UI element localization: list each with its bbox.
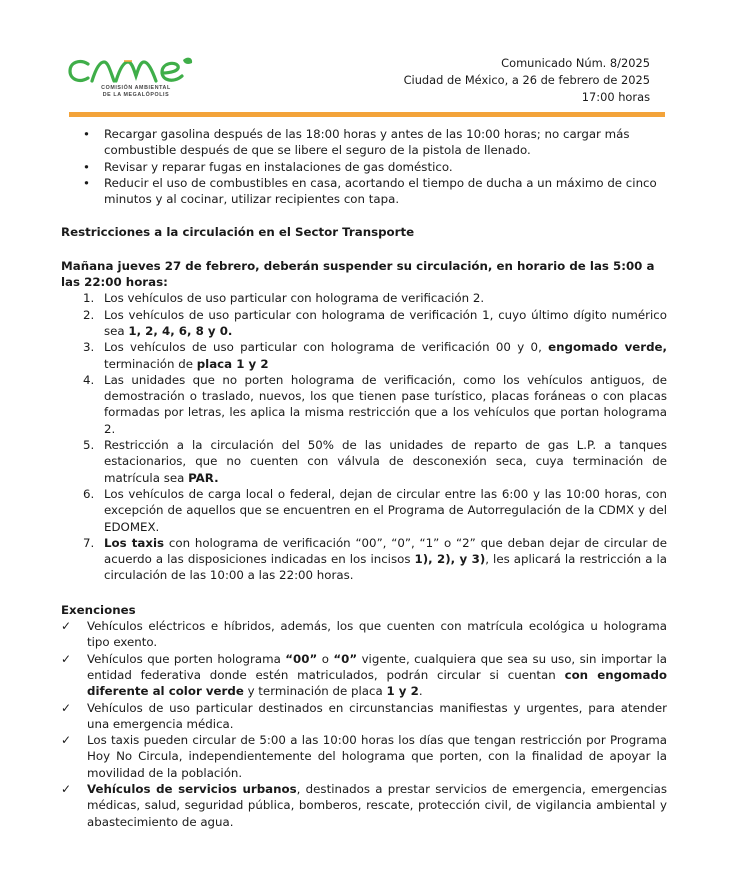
checkmark-icon: ✓	[61, 781, 72, 796]
list-item	[83, 535, 667, 584]
section-title: Restricciones a la circulación en el Sector Transporte	[61, 225, 415, 240]
item-number: 2.	[83, 307, 95, 322]
list-item	[61, 651, 668, 700]
item-text: vigente, cualquiera que sea su uso, sin importar la entidad federativa donde estén matriculados, podrán circular si cuentan	[87, 651, 668, 682]
item-number: 1.	[83, 291, 95, 306]
communique-time: 17:00 horas	[581, 90, 650, 104]
item-text-bold: engomado verde,	[548, 340, 668, 355]
list-item	[83, 437, 667, 486]
item-text: Los vehículos de carga local o federal, dejan de circular entre las 6:00 y las 10:00 horas, con excepción de aquellos que se encuentren en el Programa de Autorregulación de la CDMX y del EDOMEX.	[104, 486, 667, 534]
item-text-bold: placa 1 y 2	[196, 356, 269, 371]
logo-subtitle	[80, 85, 192, 99]
list-item	[83, 290, 667, 306]
item-text-bold: “00”	[285, 651, 318, 666]
item-number: 6.	[83, 486, 95, 501]
checkmark-icon: ✓	[61, 700, 72, 715]
list-item	[83, 372, 667, 437]
item-text-bold: 1), 2), y 3)	[414, 552, 486, 567]
checkmark-icon: ✓	[61, 733, 72, 748]
exemption-list	[61, 618, 667, 830]
item-text-bold: con engomado diferente al color verde	[87, 667, 667, 699]
item-text: Los vehículos de uso particular con holograma de verificación 00 y 0,	[104, 340, 549, 355]
item-text: Restricción a la circulación del 50% de las unidades de reparto de gas L.P. a tanques estacionarios, que no cuenten con válvula de desconexión seca, cuya terminación de matrícula sea	[104, 438, 667, 485]
exemptions-title: Exenciones	[61, 602, 136, 617]
came-logo	[66, 56, 196, 106]
item-text: Los vehículos de uso particular con holograma de verificación 2.	[104, 291, 485, 306]
item-text: , les aplicará la restricción a la circulación de las 10:00 a las 22:00 horas.	[104, 552, 667, 583]
list-item	[61, 732, 667, 781]
logo-subtitle-line-2: DE LA MEGALÓPOLIS	[102, 92, 170, 98]
item-text: .	[418, 684, 423, 699]
item-text-bold: “0”	[333, 651, 358, 666]
item-text-bold: PAR.	[188, 470, 219, 485]
header-divider	[69, 112, 665, 117]
item-text: Vehículos de uso particular destinados en circunstancias manifiestas y urgentes, para atender una emergencia médica.	[87, 700, 667, 731]
place-date: Ciudad de México, a 26 de febrero de 2025	[403, 73, 650, 87]
list-item	[61, 781, 667, 830]
item-text-bold: 1, 2, 4, 6, 8 y 0.	[128, 323, 233, 338]
checkmark-icon: ✓	[61, 651, 72, 666]
list-item	[61, 618, 667, 651]
item-text-bold: Vehículos de servicios urbanos	[87, 781, 297, 796]
item-text: Los taxis pueden circular de 5:00 a las 10:00 horas los días que tengan restricción por Programa Hoy No Circula, independientemente del holograma que porten, con la finalidad de apoyar la movilidad de la población.	[87, 733, 667, 780]
list-item	[83, 339, 668, 372]
item-text: con holograma de verificación “00”, “0”, “1” o “2” que deban dejar de circular de acuerdo a las disposiciones indicadas en los incisos	[104, 535, 667, 567]
list-item	[61, 700, 667, 733]
list-item: • Reducir el uso de combustibles en casa, acortando el tiempo de ducha a un máximo de cinco minutos y al cocinar, utilizar recipientes con tapa.	[104, 175, 667, 208]
item-text: Vehículos que porten holograma	[87, 651, 286, 666]
communique-meta	[404, 55, 650, 106]
item-text: Las unidades que no porten holograma de verificación, como los vehículos antiguos, de demostración o traslado, nuevos, los que tienen pase turístico, placas foráneas o con placas formadas por letras, les aplica la misma restricción que a los vehículos que portan holograma 2.	[104, 372, 667, 436]
document-body	[61, 126, 667, 830]
came-logo-mark	[66, 56, 196, 88]
item-number: 5.	[83, 438, 95, 453]
communique-number: Comunicado Núm. 8/2025	[501, 56, 650, 70]
item-text-bold: Los taxis	[104, 535, 165, 550]
list-item: • Revisar y reparar fugas en instalaciones de gas doméstico.	[104, 159, 667, 175]
checkmark-icon: ✓	[61, 619, 72, 634]
item-text: Vehículos eléctricos e híbridos, además, los que cuenten con matrícula ecológica u holograma tipo exento.	[87, 619, 667, 650]
logo-subtitle-line-1: COMISIÓN AMBIENTAL	[101, 85, 171, 91]
item-text: o	[317, 651, 334, 666]
restriction-list	[61, 290, 667, 583]
item-text: y terminación de placa	[243, 684, 387, 699]
list-item	[83, 307, 667, 340]
recommendation-list	[61, 126, 667, 207]
item-number: 3.	[83, 340, 95, 355]
item-number: 7.	[83, 535, 95, 550]
item-number: 4.	[83, 372, 95, 387]
list-item: • Recargar gasolina después de las 18:00 horas y antes de las 10:00 horas; no cargar más combustible después de que se libere el seguro de la pistola de llenado.	[104, 126, 667, 159]
item-text-bold: 1 y 2	[386, 684, 419, 699]
document-header	[0, 0, 731, 120]
restriction-intro: Mañana jueves 27 de febrero, deberán suspender su circulación, en horario de las 5:00 a las 22:00 horas:	[61, 258, 655, 290]
item-text: terminación de	[104, 356, 197, 371]
item-text: Los vehículos de uso particular con holograma de verificación 1, cuyo último dígito numérico sea	[104, 307, 667, 338]
list-item	[83, 486, 667, 535]
item-text: , destinados a prestar servicios de emergencia, emergencias médicas, salud, seguridad pública, bomberos, rescate, protección civil, de vigilancia ambiental y abastecimiento de agua.	[87, 781, 667, 829]
